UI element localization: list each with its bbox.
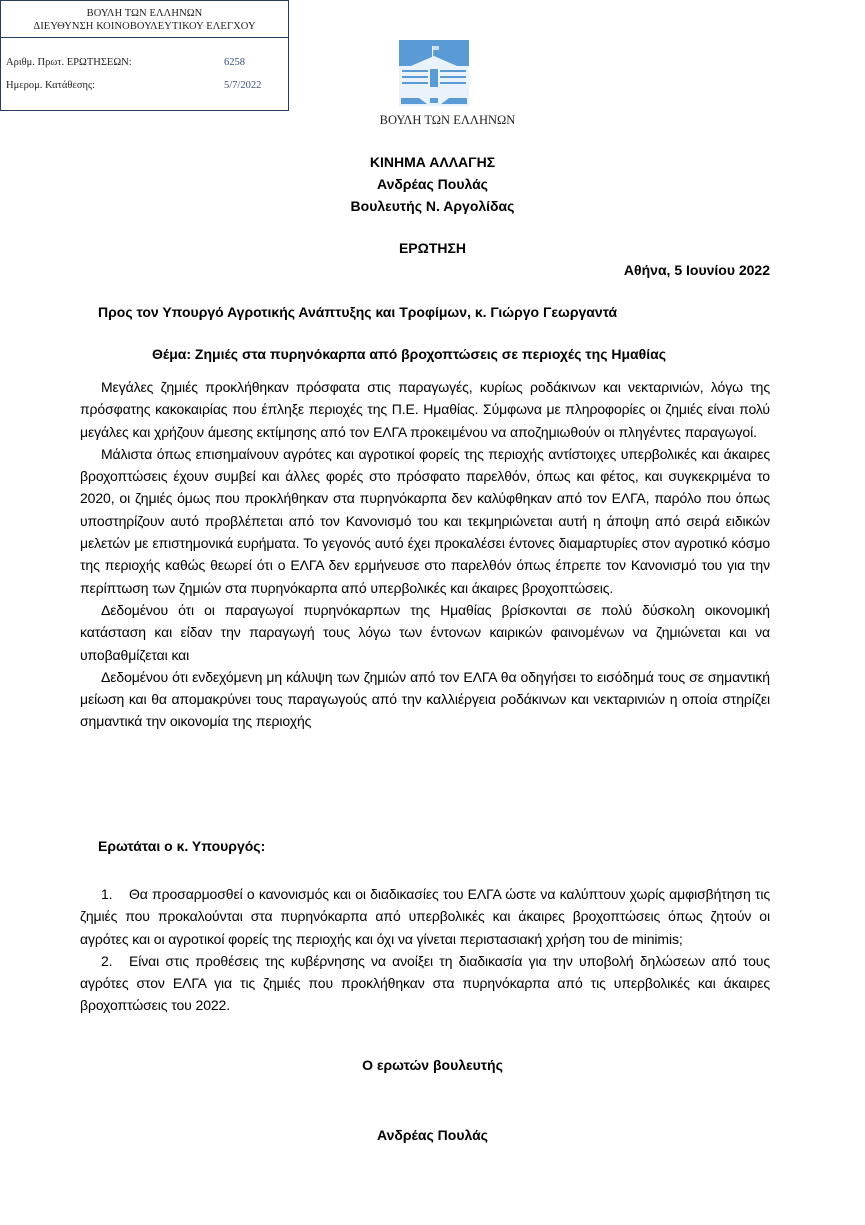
recipient: Προς τον Υπουργό Αγροτικής Ανάπτυξης και Τροφίμων, κ. Γιώργο Γεωργαντά bbox=[98, 304, 618, 320]
body-paragraph: Μάλιστα όπως επισημαίνουν αγρότες και αγροτικοί φορείς της περιοχής αντίστοιχες υπερβολικές και άκαιρες βροχοπτώσεις έχουν συμβεί και άλλες φορές στο πρόσφατο παρελθόν, όπως και φέτος, και συγκεκριμένα το 2020, οι ζημιές όμως που προκλήθηκαν στα πυρηνόκαρπα δεν καλύφθηκαν από τον ΕΛΓΑ, παρόλο που όπως υποστηρίζουν αυτό προβλέπεται από τον Κανονισμό του και τεκμηριώνεται αυτή η άποψη από σειρά ειδικών μελετών με επιστημονικά ευρήματα. Το γεγονός αυτό έχει προκαλέσει έντονες διαμαρτυρίες στον αγροτικό κόσμο της περιοχής καθώς θεωρεί ότι ο ΕΛΓΑ δεν ερμήνευσε στο παρελθόν όπως έπρεπε τον Κανονισμό του για την περίπτωση των ζημιών στα πυρηνόκαρπα από υπερβολικές και άκαιρες βροχοπτώσεις. bbox=[80, 445, 770, 596]
question-text: Είναι στις προθέσεις της κυβέρνησης να ανοίξει τη διαδικασία για την υποβολή δηλώσεων από τους αγρότες στον ΕΛΓΑ για τις ζημιές που προκλήθηκαν στα πυρηνόκαρπα από τις υπερβολικές και άκαιρες βροχοπτώσεις του 2022. bbox=[80, 952, 770, 1014]
questions-heading: Ερωτάται ο κ. Υπουργός: bbox=[98, 838, 266, 854]
question-text: Θα προσαρμοσθεί ο κανονισμός και οι διαδικασίες του ΕΛΓΑ ώστε να καλύπτουν χωρίς αμφισβήτηση τις ζημιές που προκαλούνται στα πυρηνόκαρπα από υπερβολικές και άκαιρες βροχοπτώσεις όπως ζητούν οι αγρότες και οι αγροτικοί φορείς της περιοχής και όχι να γίνεται περιστασιακή χρήση του de minimis; bbox=[80, 886, 770, 947]
body-paragraph: Δεδομένου ότι ενδεχόμενη μη κάλυψη των ζημιών από τον ΕΛΓΑ θα οδηγήσει το εισόδημά τους σε σημαντική μείωση και θα απομακρύνει τους παραγωγούς από την καλλιέργεια ροδάκινων και νεκταρινιών η οποία στηρίζει σημαντικά την οικονομία της περιοχής bbox=[80, 668, 770, 730]
question-item bbox=[80, 950, 770, 1017]
party-name: ΚΙΝΗΜΑ ΑΛΛΑΓΗΣ bbox=[369, 154, 496, 170]
logo-caption: ΒΟΥΛΗ ΤΩΝ ΕΛΛΗΝΩΝ bbox=[379, 113, 516, 127]
question-number: 1. bbox=[101, 886, 113, 902]
document-body bbox=[80, 376, 770, 733]
registration-stamp bbox=[0, 0, 289, 111]
stamp-line2: ΔΙΕΥΘΥΝΣΗ ΚΟΙΝΟΒΟΥΛΕΥΤΙΚΟΥ ΕΛΕΓΧΟΥ bbox=[33, 21, 256, 32]
body-paragraph: Μεγάλες ζημιές προκλήθηκαν πρόσφατα στις παραγωγές, κυρίως ροδάκινων και νεκταρινιών, λόγω της πρόσφατης κακοκαιρίας που έπληξε περιοχές της Π.Ε. Ημαθίας. Σύμφωνα με πληροφορίες οι ζημιές είναι πολύ μεγάλες και χρήζουν άμεσης εκτίμησης από τον ΕΛΓΑ προκειμένου να αποζημιωθούν οι πληγέντες παραγωγοί. bbox=[80, 379, 770, 440]
stamp-line1: ΒΟΥΛΗ ΤΩΝ ΕΛΛΗΝΩΝ bbox=[86, 8, 203, 19]
mp-name: Ανδρέας Πουλάς bbox=[377, 176, 488, 192]
stamp-header bbox=[1, 1, 288, 38]
questions-list bbox=[80, 883, 770, 1017]
body-paragraph: Δεδομένου ότι οι παραγωγοί πυρηνόκαρπων της Ημαθίας βρίσκονται σε πολύ δύσκολη οικονομική κατάσταση και είδαν την παραγωγή τους λόγω των έντονων καιρικών φαινομένων να ζημιώνεται και να υποβαθμίζεται και bbox=[80, 601, 770, 663]
date-label: Ημερομ. Κατάθεσης: bbox=[6, 80, 96, 91]
date-value: 5/7/2022 bbox=[224, 80, 262, 91]
place-date: Αθήνα, 5 Ιουνίου 2022 bbox=[623, 262, 770, 278]
question-item bbox=[80, 883, 770, 950]
parliament-building-icon bbox=[399, 40, 469, 106]
signature-label: Ο ερωτών βουλευτής bbox=[362, 1057, 503, 1073]
document-type: ΕΡΩΤΗΣΗ bbox=[398, 240, 467, 256]
subject: Θέμα: Ζημιές στα πυρηνόκαρπα από βροχοπτώσεις σε περιοχές της Ημαθίας bbox=[152, 346, 667, 362]
question-number: 2. bbox=[101, 952, 113, 969]
protocol-value: 6258 bbox=[224, 57, 245, 68]
mp-title: Βουλευτής Ν. Αργολίδας bbox=[350, 198, 515, 214]
protocol-label: Αριθμ. Πρωτ. ΕΡΩΤΗΣΕΩΝ: bbox=[6, 57, 132, 68]
signature-name: Ανδρέας Πουλάς bbox=[377, 1127, 488, 1143]
